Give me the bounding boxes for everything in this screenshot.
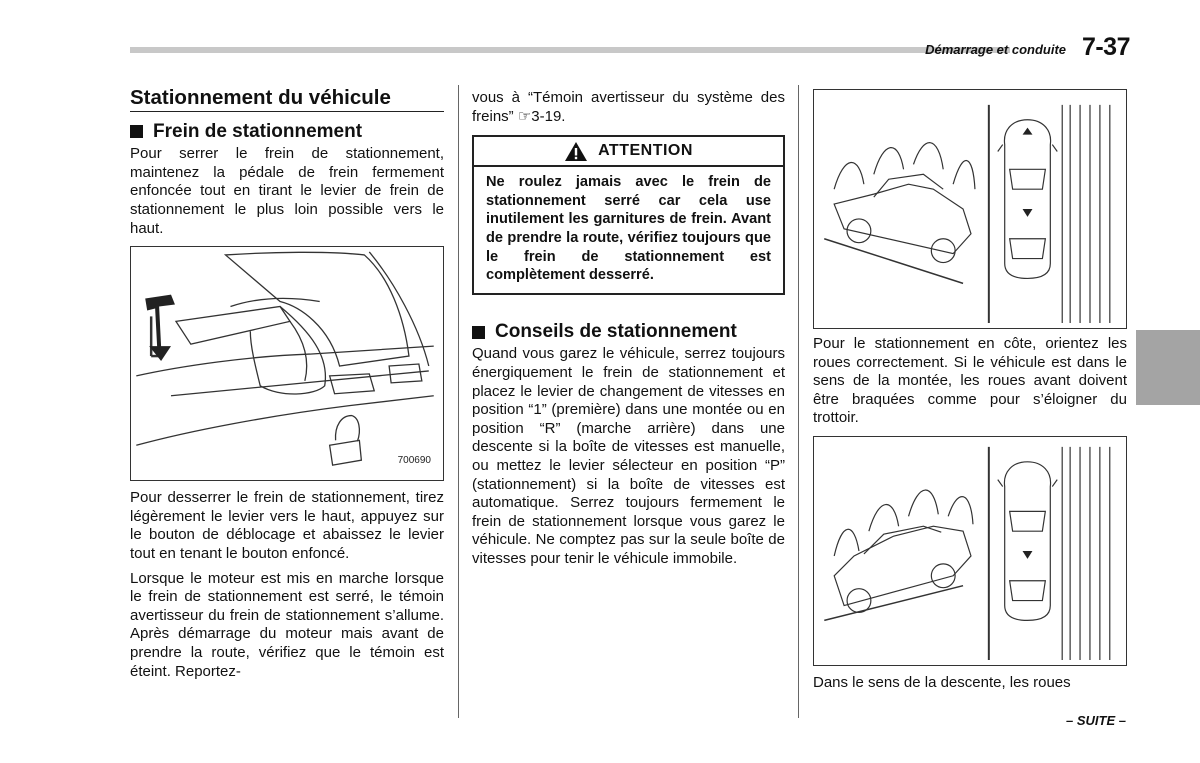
continued-label: – SUITE – (1066, 713, 1126, 728)
paragraph-uphill: Pour le stationnement en côte, orientez les roues correctement. Si le véhicule est dans le sens de la montée, les roues avant doivent être braquées comme pour s’éloigner du trottoir. (813, 335, 1127, 427)
parking-brake-illustration (131, 247, 443, 480)
attention-header (474, 137, 783, 167)
subsection-title-tips: Conseils de stationnement (495, 320, 737, 342)
heading-square-icon (130, 125, 143, 138)
downhill-parking-illustration (814, 437, 1126, 665)
paragraph-reference: vous à “Témoin avertisseur du système des freins” ☞3-19. (472, 89, 785, 125)
left-column (130, 86, 444, 681)
attention-box (472, 135, 785, 295)
right-column (813, 89, 1127, 693)
subsection-heading (130, 120, 444, 142)
chapter-title: Démarrage et conduite (925, 42, 1066, 57)
paragraph-warning-light: Lorsque le moteur est mis en marche lorsque le frein de stationnement est serré, le témoin avertisseur du frein de stationnement s’allume. Après démarrage du moteur mais avant de prendre la route, vérifiez que le témoin est éteint. Reportez- (130, 569, 444, 680)
middle-column (472, 89, 785, 568)
attention-label: ATTENTION (598, 141, 693, 159)
paragraph-release: Pour desserrer le frein de stationnement, tirez légèrement le levier vers le haut, appuyez sur le bouton de déblocage et abaissez le levier tout en tenant le bouton enfoncé. (130, 489, 444, 562)
downhill-parking-figure (813, 436, 1127, 666)
paragraph-downhill: Dans le sens de la descente, les roues (813, 673, 1071, 691)
attention-text: Ne roulez jamais avec le frein de stationnement serré car cela use inutilement les garnitures de frein. Avant de prendre la route, vérifiez toujours que le frein de stationnement est complètement desserré. (486, 174, 771, 284)
heading-square-icon (472, 326, 485, 339)
paragraph-engage: Pour serrer le frein de stationnement, maintenez la pédale de frein fermement enfoncée tout en tirant le levier de frein de stationnement le plus loin possible vers le haut. (130, 145, 444, 237)
figure-code: 700690 (397, 454, 431, 466)
uphill-parking-figure (813, 89, 1127, 329)
section-title: Stationnement du véhicule (130, 89, 444, 112)
page-number: 7-37 (1081, 33, 1130, 61)
column-divider-1 (458, 85, 459, 718)
paragraph-parking-tips: Quand vous garez le véhicule, serrez toujours énergiquement le frein de stationnement et placez le levier de changement de vitesses en position “1” (première) dans une montée ou en position “R” (marche arrière) dans une descente si la boîte de vitesses est manuelle, ou mettez le levier sélecteur en position “P” (stationnement) si la boîte de vitesses est automatique. Serrez toujours fermement le frein de stationnement lorsque vous garez le véhicule. Ne comptez pas sur la seule boîte de vitesses pour tenir le véhicule immobile. (472, 345, 785, 567)
subsection-title: Frein de stationnement (153, 120, 363, 142)
subsection-heading-tips (472, 320, 785, 342)
chapter-tab (1136, 330, 1200, 405)
column-divider-2 (798, 85, 799, 718)
uphill-parking-illustration (814, 90, 1126, 328)
parking-brake-figure (130, 246, 444, 481)
warning-triangle-icon (564, 141, 588, 162)
